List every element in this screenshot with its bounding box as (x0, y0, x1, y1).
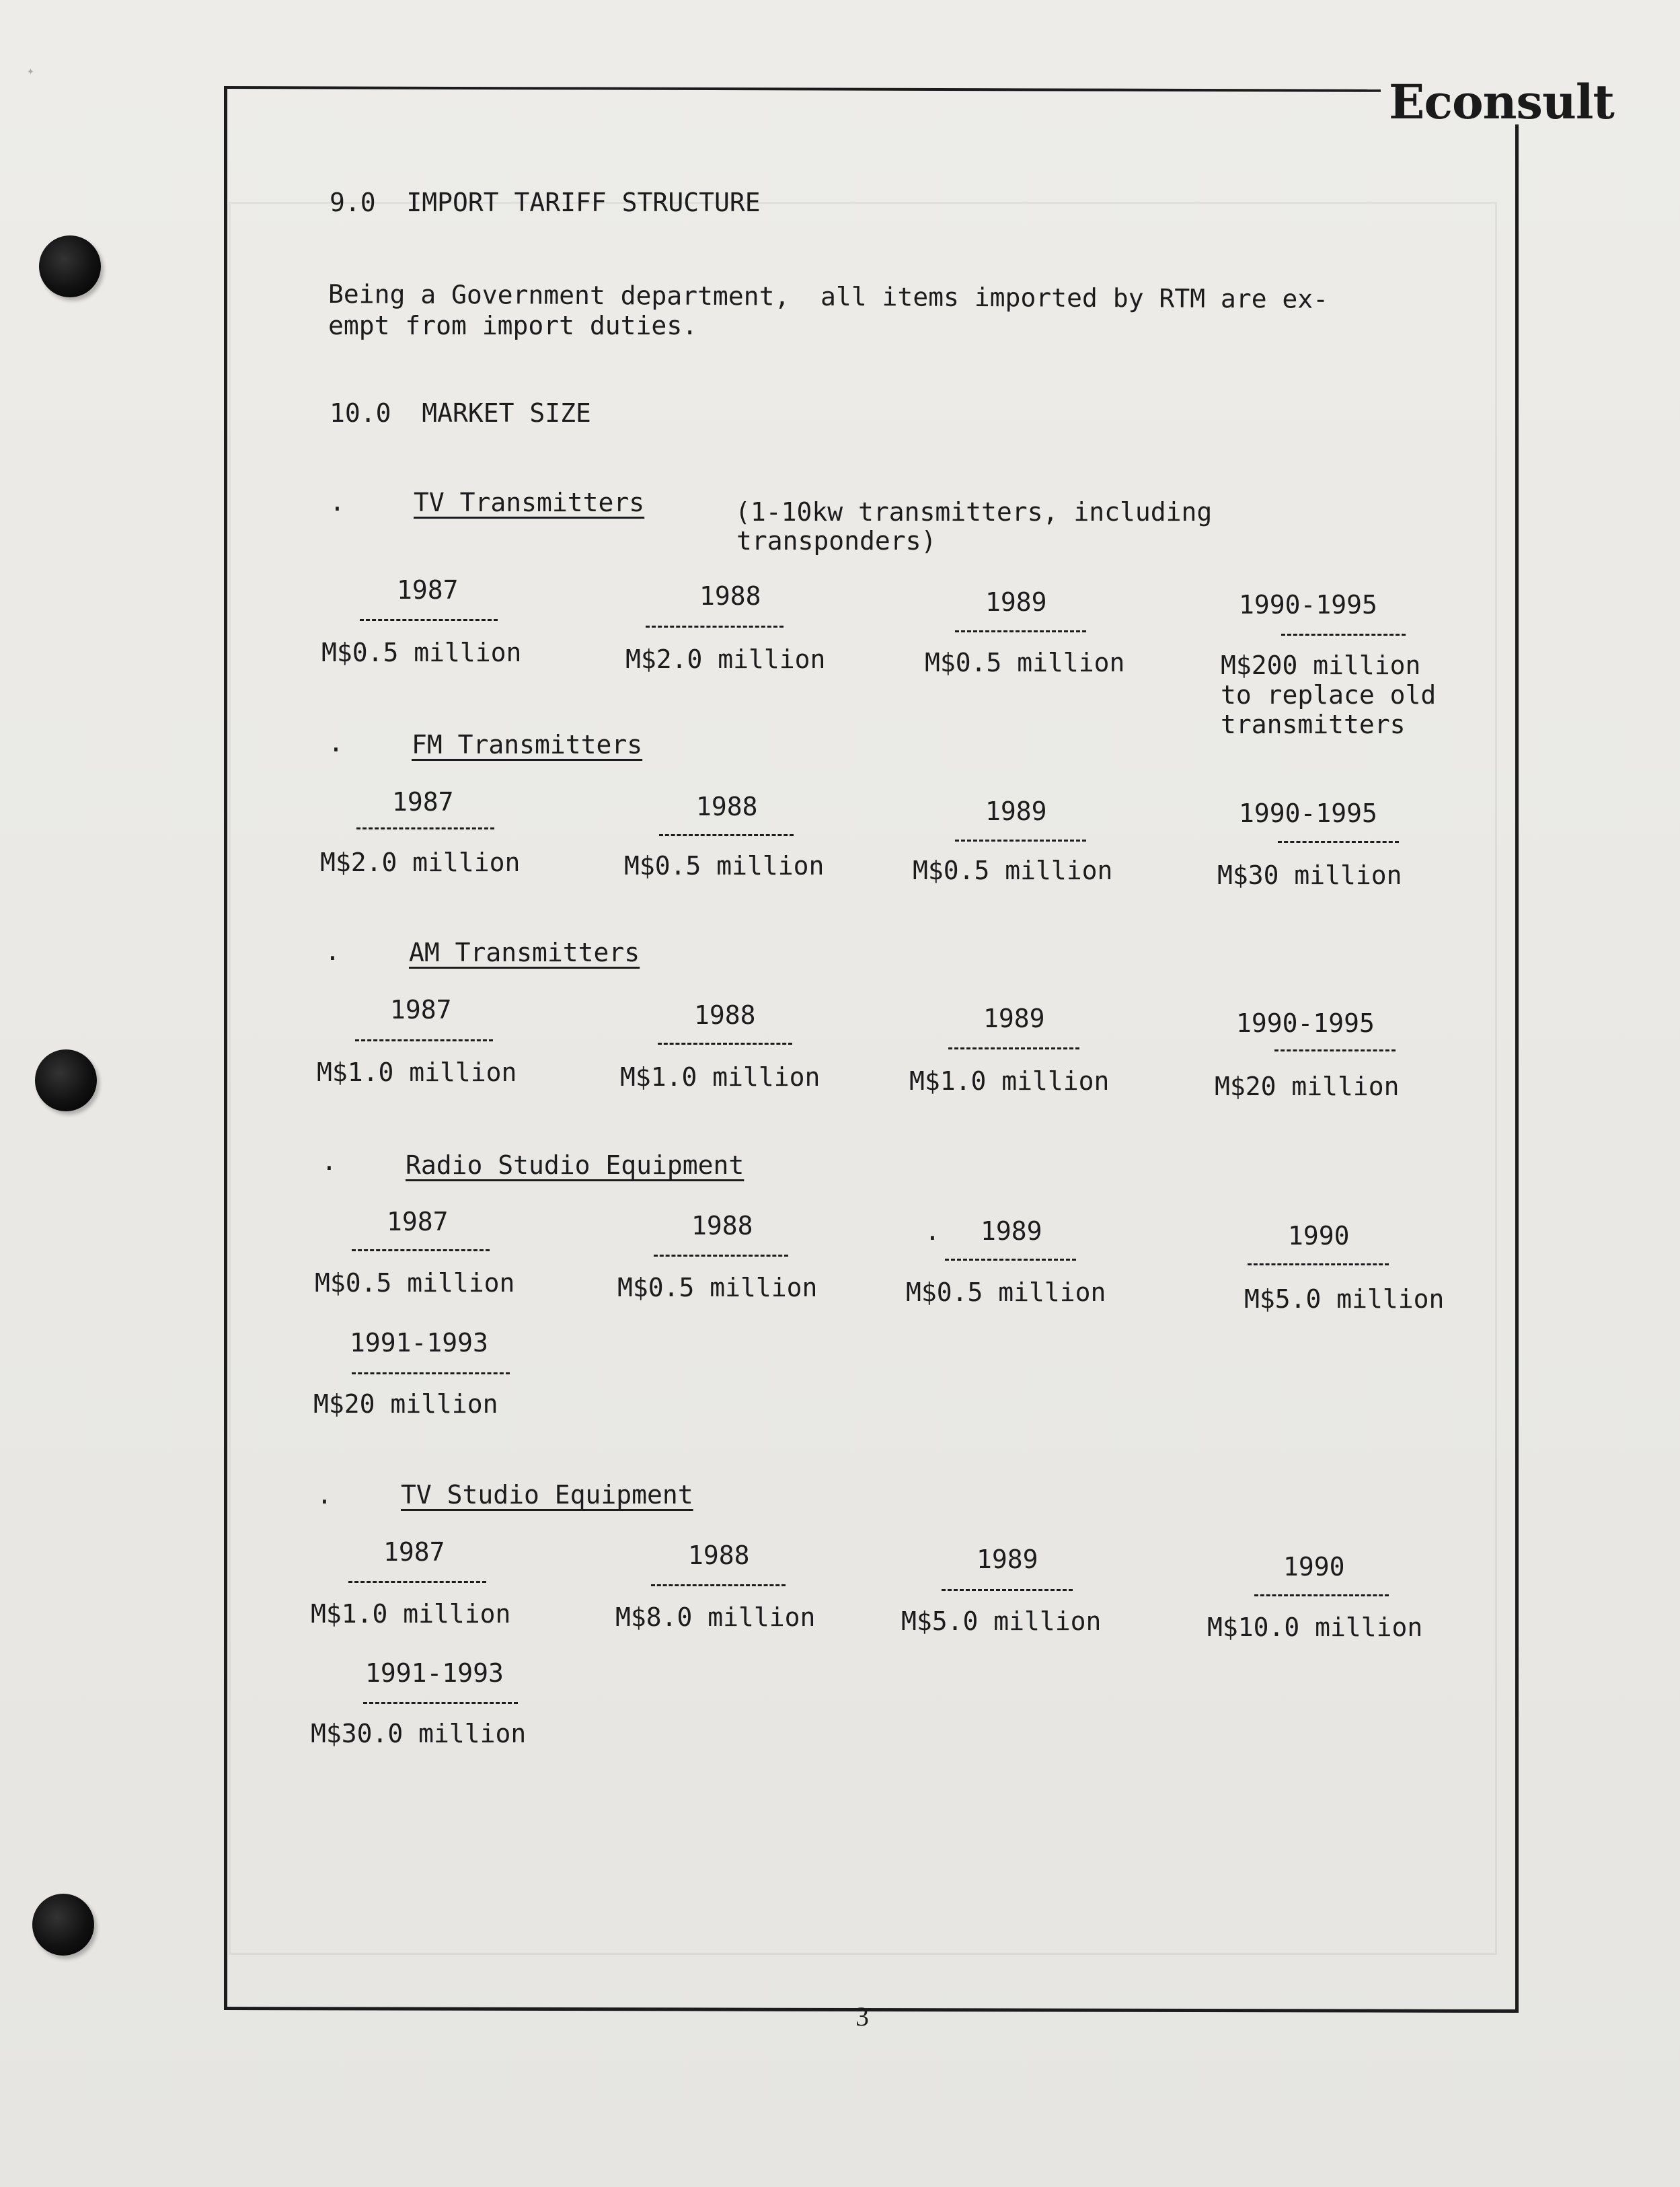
section-9-text-line1: Being a Government department, all items imported by RTM are ex- (328, 279, 1329, 314)
radio-year-1: 1987 (387, 1207, 449, 1236)
tv-studio-year-2: 1988 (688, 1541, 750, 1570)
am-transmitters-bullet: . (325, 936, 340, 966)
radio-studio-bullet: . (321, 1146, 337, 1176)
tv-transmitters-note-line1: (1-10kw transmitters, including (735, 497, 1213, 527)
tv-tx-note-extra1: to replace old (1221, 680, 1437, 710)
fm-tx-value-3: M$0.5 million (913, 856, 1113, 885)
tv-tx-rule-3 (955, 630, 1086, 632)
tv-tx-value-2: M$2.0 million (625, 644, 826, 674)
section-9-heading: 9.0 IMPORT TARIFF STRUCTURE (330, 188, 761, 217)
am-tx-year-4: 1990-1995 (1236, 1008, 1375, 1038)
tv-studio-year-3: 1989 (977, 1545, 1038, 1574)
radio-year-2: 1988 (691, 1211, 753, 1240)
am-tx-year-1: 1987 (390, 995, 452, 1025)
fm-tx-year-4: 1990-1995 (1239, 799, 1377, 828)
radio-year-4: 1990 (1288, 1221, 1350, 1251)
fm-tx-rule-4 (1278, 841, 1399, 843)
tv-tx-value-4: M$200 million (1221, 651, 1421, 680)
am-tx-value-1: M$1.0 million (317, 1058, 517, 1087)
fm-tx-year-3: 1989 (985, 796, 1047, 826)
brand-logo: Econsult (1389, 74, 1614, 130)
tv-studio-value-4: M$10.0 million (1207, 1613, 1423, 1642)
radio-extra-year: 1991-1993 (350, 1328, 488, 1358)
fm-tx-rule-1 (356, 827, 494, 829)
tv-studio-value-3: M$5.0 million (901, 1606, 1102, 1636)
am-tx-rule-3 (948, 1047, 1079, 1049)
tv-tx-year-4: 1990-1995 (1239, 590, 1377, 620)
am-tx-year-3: 1989 (983, 1004, 1045, 1033)
tv-studio-rule-2 (651, 1584, 786, 1586)
tv-tx-rule-2 (646, 626, 784, 628)
tv-studio-bullet: . (317, 1480, 332, 1510)
fm-tx-value-2: M$0.5 million (624, 851, 825, 881)
radio-rule-1 (352, 1249, 490, 1251)
tv-transmitters-title: TV Transmitters (414, 488, 645, 517)
tv-tx-rule-4 (1281, 634, 1406, 636)
fm-tx-value-1: M$2.0 million (320, 848, 521, 877)
am-tx-value-2: M$1.0 million (620, 1062, 820, 1092)
binder-hole-top (39, 235, 101, 297)
radio-value-4: M$5.0 million (1244, 1284, 1445, 1314)
fm-tx-year-2: 1988 (696, 792, 758, 821)
frame-left (224, 86, 227, 2010)
am-tx-rule-1 (355, 1039, 493, 1041)
radio-year-3-mark: . (925, 1216, 940, 1246)
section-9-text-line2: empt from import duties. (328, 311, 698, 340)
tv-studio-year-1: 1987 (383, 1537, 445, 1567)
tv-tx-year-2: 1988 (699, 581, 761, 611)
tv-studio-extra-year: 1991-1993 (365, 1658, 504, 1688)
am-tx-rule-4 (1274, 1049, 1396, 1051)
tv-studio-title: TV Studio Equipment (401, 1480, 693, 1510)
fm-transmitters-title: FM Transmitters (412, 730, 643, 759)
tv-tx-year-1: 1987 (397, 575, 459, 605)
paper-mark: ✦ (27, 64, 34, 78)
page-number: 3 (855, 2001, 869, 2032)
am-tx-value-3: M$1.0 million (909, 1066, 1110, 1096)
tv-studio-value-2: M$8.0 million (615, 1602, 816, 1632)
radio-extra-value: M$20 million (313, 1389, 498, 1419)
fm-transmitters-bullet: . (328, 728, 344, 757)
fm-tx-rule-2 (659, 834, 794, 836)
tv-transmitters-note-line2: transponders) (736, 526, 937, 556)
tv-transmitters-bullet: . (330, 487, 345, 517)
tv-studio-rule-1 (348, 1581, 486, 1583)
am-tx-year-2: 1988 (694, 1000, 756, 1030)
tv-studio-rule-4 (1254, 1594, 1389, 1596)
binder-hole-middle (35, 1049, 97, 1111)
tv-studio-extra-rule (363, 1702, 518, 1704)
fm-tx-value-4: M$30 million (1217, 860, 1402, 890)
radio-year-3: 1989 (981, 1216, 1042, 1246)
tv-tx-year-3: 1989 (985, 587, 1047, 617)
radio-rule-3 (945, 1259, 1076, 1261)
tv-tx-note-extra2: transmitters (1221, 710, 1406, 739)
radio-extra-rule (352, 1372, 510, 1374)
radio-value-1: M$0.5 million (315, 1268, 515, 1298)
am-tx-rule-2 (658, 1043, 792, 1045)
frame-bottom (224, 2007, 1519, 2013)
tv-tx-value-3: M$0.5 million (925, 648, 1125, 677)
tv-studio-extra-value: M$30.0 million (311, 1719, 527, 1748)
radio-value-2: M$0.5 million (617, 1273, 818, 1302)
radio-studio-title: Radio Studio Equipment (406, 1150, 744, 1180)
binder-hole-bottom (32, 1894, 94, 1956)
fm-tx-year-1: 1987 (392, 787, 454, 817)
frame-top (224, 86, 1381, 92)
tv-studio-value-1: M$1.0 million (311, 1599, 511, 1629)
section-10-heading: 10.0 MARKET SIZE (330, 398, 591, 428)
radio-value-3: M$0.5 million (906, 1277, 1106, 1307)
tv-tx-rule-1 (360, 619, 498, 621)
tv-studio-year-4: 1990 (1283, 1552, 1345, 1582)
radio-rule-4 (1248, 1263, 1389, 1265)
am-transmitters-title: AM Transmitters (409, 938, 640, 967)
fm-tx-rule-3 (955, 840, 1086, 842)
tv-studio-rule-3 (942, 1589, 1073, 1591)
radio-rule-2 (654, 1255, 788, 1257)
frame-right (1515, 124, 1519, 2011)
tv-tx-value-1: M$0.5 million (321, 638, 522, 667)
am-tx-value-4: M$20 million (1215, 1072, 1400, 1101)
